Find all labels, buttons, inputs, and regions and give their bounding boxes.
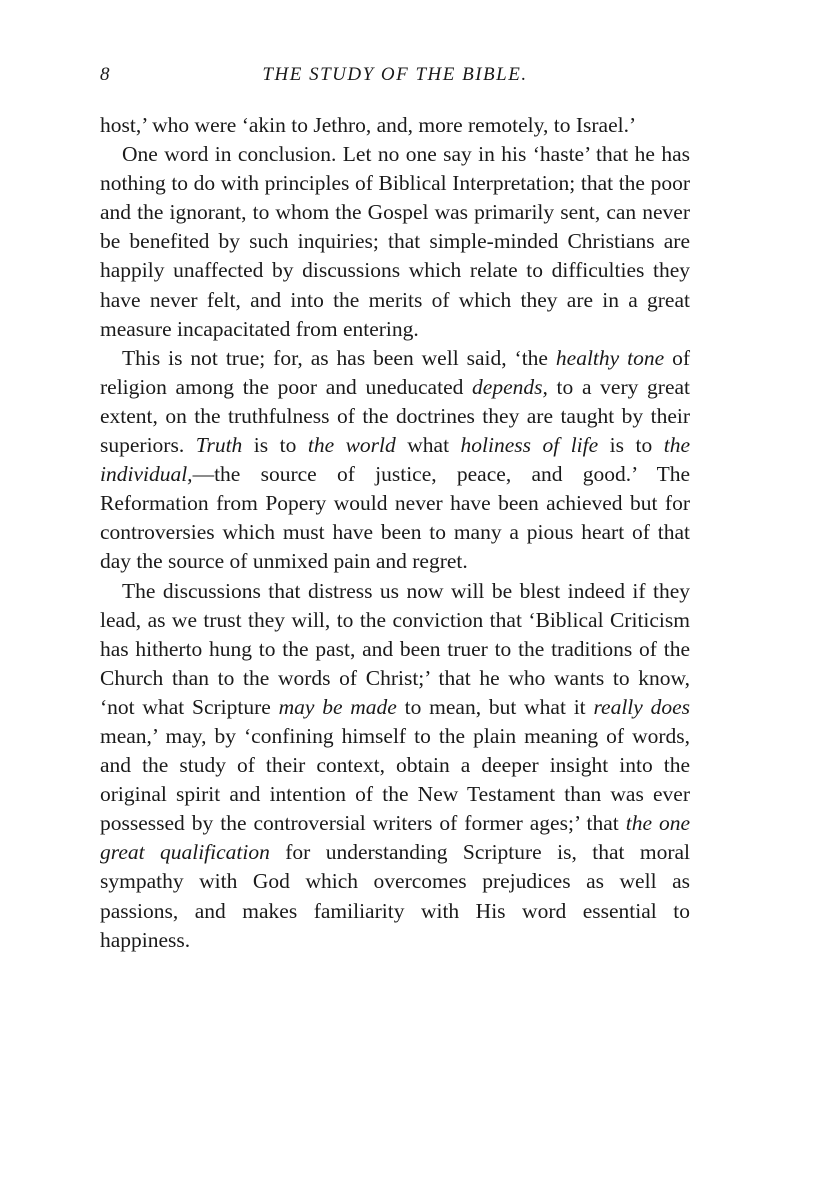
italic-text: healthy tone [555,345,665,370]
body-text [100,111,690,955]
paragraph [100,140,690,344]
text-run: to a very great extent, on the truthfulness of the doctrines they are taught by their superiors. [100,374,690,458]
italic-text: Truth [195,433,243,458]
text-run: is to [242,433,308,458]
text-run: what [395,433,461,458]
italic-text: the world [307,433,396,458]
page-number: 8 [100,64,110,85]
italic-text: really does [593,694,690,719]
paragraph [100,577,690,955]
text-run: mean,’ may, by ‘confining himself to the plain meaning of words, and the study of their context, obtain a deeper insight into the original spirit and intention of the New Testament than was ever possessed by the controversial writers of former ages;’ that [100,723,690,836]
italic-text: the one great qualification [100,811,691,865]
text-run: —the source of justice, peace, and good.’ The Reformation from Popery would never have been achieved but for controversies which must have been to many a pious heart of that day the source of unmixed pain and regret. [100,462,690,574]
italic-text: holiness of life [460,433,599,458]
text-run: host,’ who were ‘akin to Jethro, and, more remotely, to Israel.’ [100,113,637,137]
italic-text: the individual, [100,433,690,487]
text-run: for understanding Scripture is, that moral sympathy with God which overcomes prejudices as well as passions, and makes familiarity with His word essential to happiness. [100,840,690,952]
text-run: One word in conclusion. Let no one say in his ‘haste’ that he has nothing to do with principles of Biblical Interpretation; that the poor and the ignorant, to whom the Gospel was primarily sent, can never be benefited by such inquiries; that simple-minded Christians are happily unaffected by discussions which relate to difficulties they have never felt, and into the merits of which they are in a great measure incapacitated from entering. [100,142,690,341]
italic-text: may be made [278,694,397,719]
text-run: This is not true; for, as has been well said, ‘the [122,345,556,370]
running-title: THE STUDY OF THE BIBLE. [262,64,528,85]
paragraph [100,111,690,140]
italic-text: depends, [472,374,548,399]
paragraph [100,344,690,577]
text-run: is to [598,433,664,458]
text-run: of religion among the poor and uneducated [100,345,690,399]
running-head [100,64,690,88]
text-run: to mean, but what it [396,694,594,719]
text-run: The discussions that distress us now will be blest indeed if they lead, as we trust they will, to the conviction that ‘Biblical Criticism has hitherto hung to the past, and been truer to the traditions of the Church than to the words of Christ;’ that he who wants to know, ‘not what Scripture [100,578,690,719]
